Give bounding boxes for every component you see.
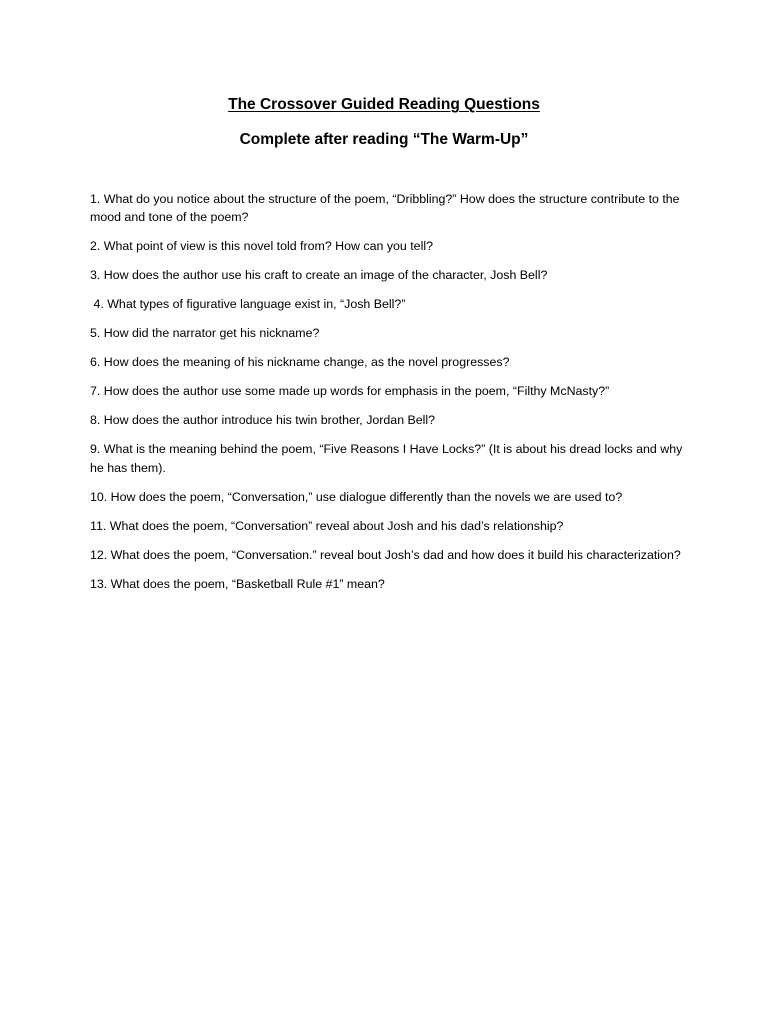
document-subtitle: Complete after reading “The Warm-Up” [239,131,529,148]
question-item: 8. How does the author introduce his twin brother, Jordan Bell? [90,413,436,428]
question-item: 11. What does the poem, “Conversation” reveal about Josh and his dad’s relationship? [90,518,564,533]
question-item: 10. How does the poem, “Conversation,” use dialogue differently than the novels we are used to? [90,489,623,504]
question-item: 9. What is the meaning behind the poem, “Five Reasons I Have Locks?” (It is about his dread locks and why he has them). [90,442,683,475]
question-item: 12. What does the poem, “Conversation.” reveal bout Josh’s dad and how does it build his characterization? [90,547,681,562]
question-list [90,190,690,604]
question-item: 6. How does the meaning of his nickname change, as the novel progresses? [90,355,510,370]
question-item: 4. What types of figurative language exist in, “Josh Bell?” [90,297,406,312]
document-title: The Crossover Guided Reading Questions [228,96,540,113]
question-item: 5. How did the narrator get his nickname? [90,326,320,341]
question-item: 7. How does the author use some made up words for emphasis in the poem, “Filthy McNasty?” [90,384,610,399]
question-item: 1. What do you notice about the structure of the poem, “Dribbling?” How does the structure contribute to the mood and tone of the poem? [90,192,680,225]
question-item: 13. What does the poem, “Basketball Rule #1” mean? [90,576,385,591]
question-item: 2. What point of view is this novel told from? How can you tell? [90,239,433,254]
question-item: 3. How does the author use his craft to create an image of the character, Josh Bell? [90,268,548,283]
